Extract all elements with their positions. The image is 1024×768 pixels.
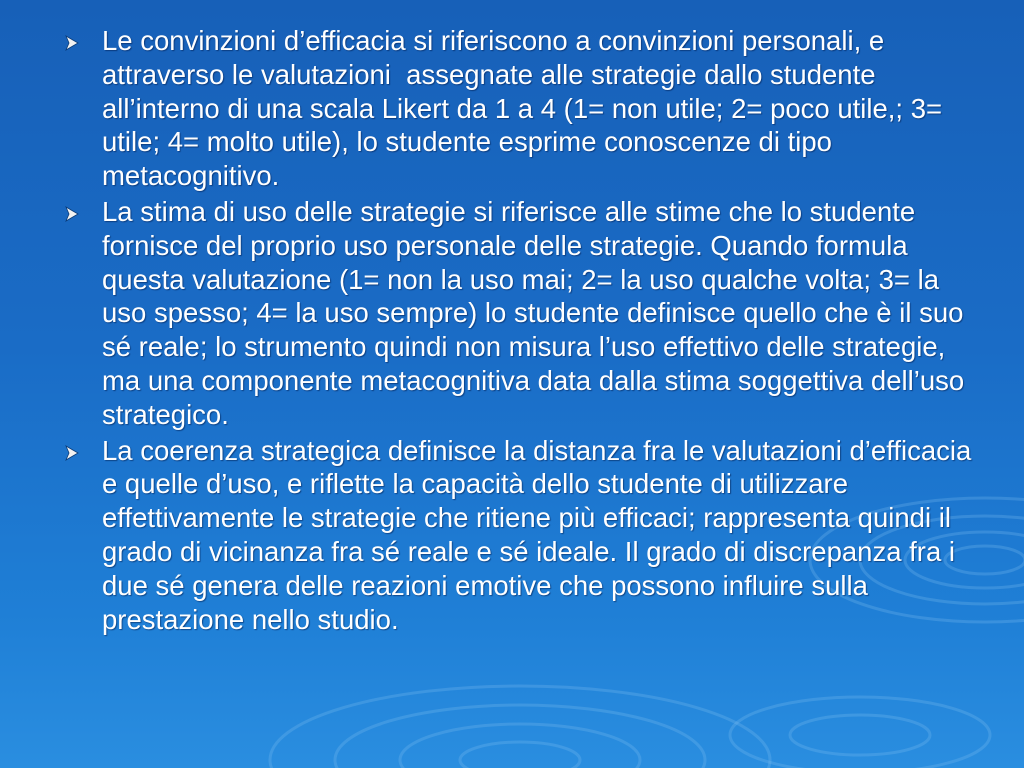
arrowhead-bullet-icon [64,35,80,51]
bullet-item-2 [62,195,982,432]
bullet-text: La stima di uso delle strategie si riferisce alle stime che lo studente fornisce del proprio uso personale delle strategie. Quando formula questa valutazione (1= non la uso mai; 2= la uso qualche volta; 3= la uso spesso; 4= la uso sempre) lo studente definisce quello che è il suo sé reale; lo strumento quindi non misura l’uso effettivo delle strategie, ma una componente metacognitiva data dalla stima soggettiva dell’uso strategico. [102,195,972,430]
arrowhead-bullet-icon [64,206,80,222]
bullet-text: Le convinzioni d’efficacia si riferiscono a convinzioni personali, e attraverso le valutazioni assegnate alle strategie dallo studente all’interno di una scala Likert da 1 a 4 (1= non utile; 2= poco utile,; 3= utile; 4= molto utile), lo studente esprime conoscenze di tipo metacognitivo. [102,25,950,192]
bullet-item-3 [62,434,982,637]
bullet-list [62,24,982,638]
bullet-text: La coerenza strategica definisce la distanza fra le valutazioni d’efficacia e quelle d’uso, e riflette la capacità dello studente di utilizzare effettivamente le strategie che ritiene più efficaci; rappresenta quindi il grado di vicinanza fra sé reale e sé ideale. Il grado di discrepanza fra i due sé genera delle reazioni emotive che possono influire sulla prestazione nello studio. [102,434,979,635]
arrowhead-bullet-icon [64,445,80,461]
bullet-item-1 [62,24,982,193]
